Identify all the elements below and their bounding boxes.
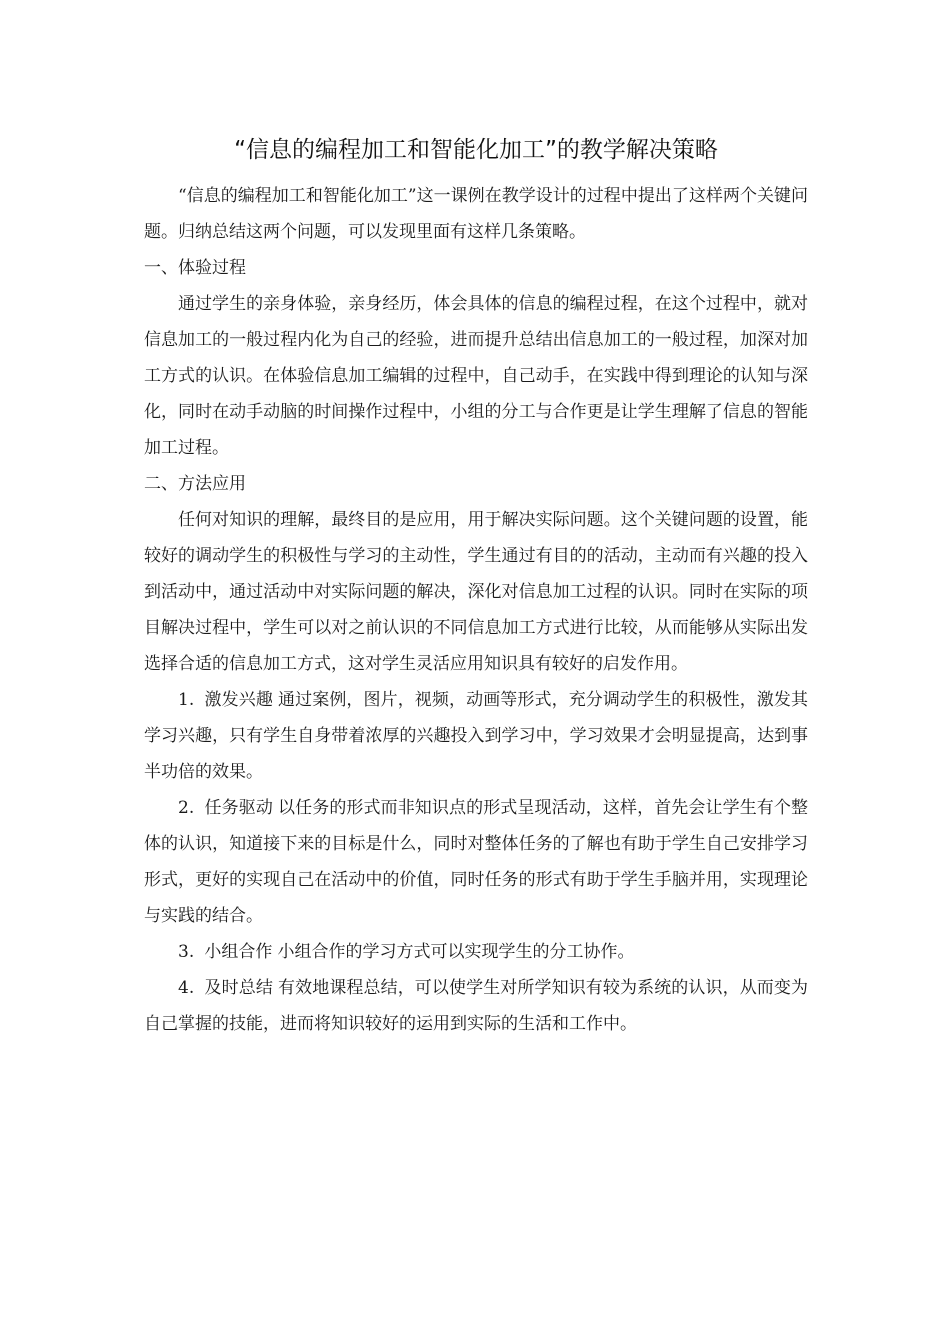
strategy-item-2 bbox=[144, 790, 808, 934]
document-content bbox=[144, 128, 808, 1042]
section-body-experience: 通过学生的亲身体验，亲身经历，体会具体的信息的编程过程，在这个过程中，就对信息加工的一般过程内化为自己的经验，进而提升总结出信息加工的一般过程，加深对加工方式的认识。在体验信息加工编辑的过程中，自己动手，在实践中得到理论的认知与深化，同时在动手动脑的时间操作过程中，小组的分工与合作更是让学生理解了信息的智能加工过程。 bbox=[144, 294, 808, 458]
strategy-item-number: 2. bbox=[178, 798, 195, 818]
section-body-application: 任何对知识的理解，最终目的是应用，用于解决实际问题。这个关键问题的设置，能较好的调动学生的积极性与学习的主动性，学生通过有目的的活动，主动而有兴趣的投入到活动中，通过活动中对实际问题的解决，深化对信息加工过程的认识。同时在实际的项目解决过程中，学生可以对之前认识的不同信息加工方式进行比较，从而能够从实际出发选择合适的信息加工方式，这对学生灵活应用知识具有较好的启发作用。 bbox=[144, 510, 808, 674]
strategy-item-keyword: 激发兴趣 bbox=[204, 690, 273, 710]
strategy-item-keyword: 及时总结 bbox=[204, 978, 273, 998]
section-heading-application: 二、方法应用 bbox=[144, 474, 246, 494]
strategy-item-number: 4. bbox=[178, 978, 195, 998]
intro-paragraph: “信息的编程加工和智能化加工”这一课例在教学设计的过程中提出了这样两个关键问题。归纳总结这两个问题，可以发现里面有这样几条策略。 bbox=[144, 186, 808, 242]
strategy-item-text: 以任务的形式而非知识点的形式呈现活动，这样，首先会让学生有个整体的认识，知道接下来的目标是什么，同时对整体任务的了解也有助于学生自己安排学习形式，更好的实现自己在活动中的价值，同时任务的形式有助于学生手脑并用，实现理论与实践的结合。 bbox=[144, 798, 809, 926]
strategy-item-3 bbox=[144, 934, 808, 970]
strategy-item-text: 小组合作的学习方式可以实现学生的分工协作。 bbox=[277, 942, 635, 962]
section-heading-experience: 一、体验过程 bbox=[144, 258, 246, 278]
strategy-item-number: 3. bbox=[178, 942, 195, 962]
strategy-item-4 bbox=[144, 970, 808, 1042]
strategy-item-text: 通过案例，图片，视频，动画等形式，充分调动学生的积极性，激发其学习兴趣，只有学生自身带着浓厚的兴趣投入到学习中，学习效果才会明显提高，达到事半功倍的效果。 bbox=[144, 690, 809, 782]
strategy-item-1 bbox=[144, 682, 808, 790]
document-title: “信息的编程加工和智能化加工”的教学解决策略 bbox=[234, 137, 718, 163]
strategy-item-keyword: 小组合作 bbox=[204, 942, 273, 962]
strategy-item-keyword: 任务驱动 bbox=[204, 798, 273, 818]
strategy-item-number: 1. bbox=[178, 690, 195, 710]
strategy-item-text: 有效地课程总结，可以使学生对所学知识有较为系统的认识，从而变为自己掌握的技能，进而将知识较好的运用到实际的生活和工作中。 bbox=[144, 978, 809, 1034]
